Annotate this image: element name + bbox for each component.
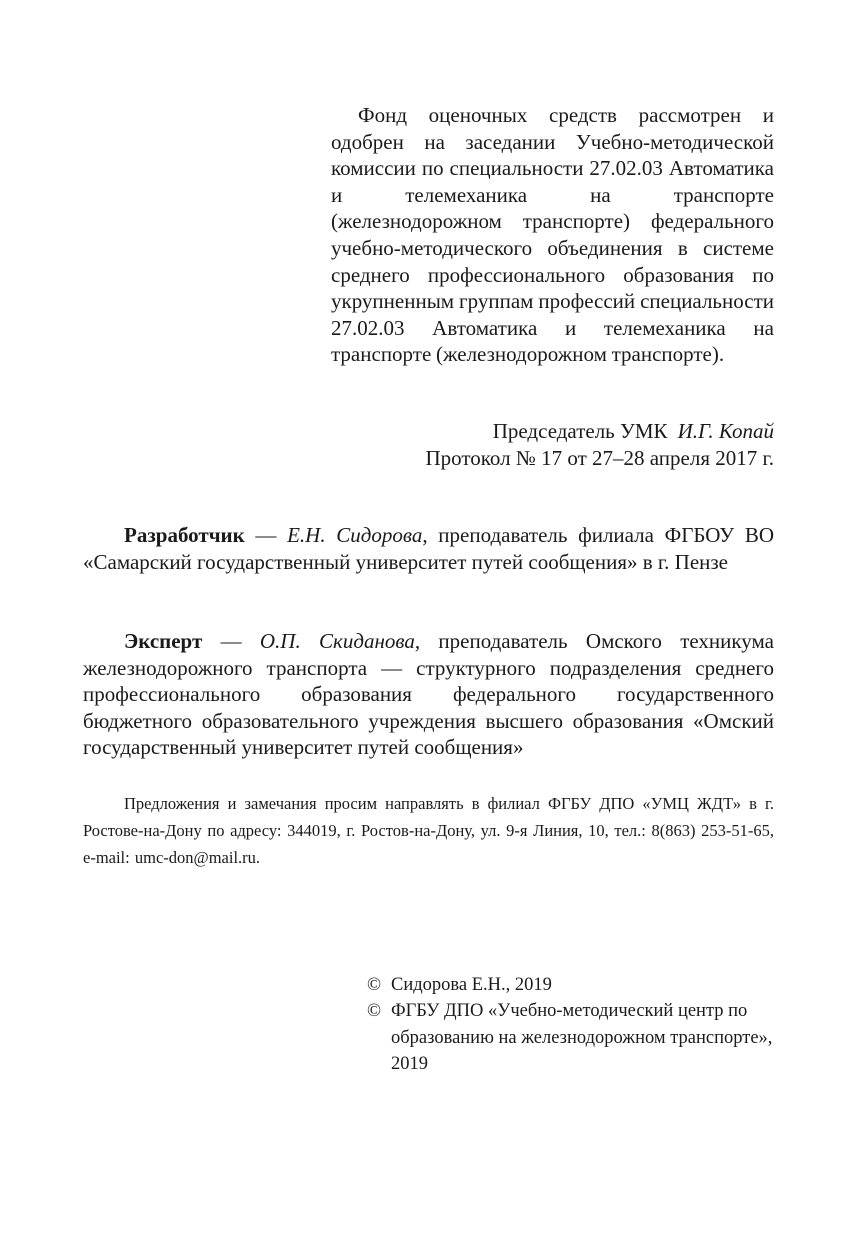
developer-dash: — — [244, 523, 288, 547]
approval-statement — [331, 102, 774, 368]
developer-role: Разработчик — [124, 523, 245, 547]
expert-role: Эксперт — [124, 629, 203, 653]
expert-name: О.П. Скиданова — [259, 629, 415, 653]
approval-text: Фонд оценочных средств рассмотрен и одобрен на заседании Учебно-методической комиссии по специальности 27.02.03 Автоматика и телемеханика на транспорте (железнодорожном транспорте) федерального учебно-методического объединения в системе среднего профессионального образования по укрупненным группам профессий специальности 27.02.03 Автоматика и телемеханика на транспорте (железнодорожном транспорте). — [331, 103, 774, 367]
chair-name: И.Г. Копай — [677, 419, 774, 443]
chair-signature — [331, 418, 774, 445]
copyright-block — [367, 972, 807, 1078]
copyright-author — [367, 972, 807, 998]
copyright-publisher-text: ФГБУ ДПО «Учебно-методический центр по образованию на железнодорожном транспорте», 2019 — [391, 1001, 773, 1075]
chair-label: Председатель УМК — [492, 419, 668, 443]
developer-credit — [83, 522, 774, 575]
expert-description: , преподаватель Омского техникума железнодорожного транспорта — структурного подразделения среднего профессионального образования федерального государственного бюджетного образовательного учреждения высшего образования «Омский государственный университет путей сообщения» — [83, 629, 774, 760]
developer-description: , преподаватель филиала ФГБОУ ВО «Самарский государственный университет путей сообщения» в г. Пензе — [83, 523, 774, 574]
developer-name: Е.Н. Сидорова — [287, 523, 423, 547]
copyright-author-text: Сидорова Е.Н., 2019 — [391, 975, 552, 995]
copyright-icon: © — [367, 1001, 382, 1022]
expert-credit — [83, 628, 774, 761]
copyright-publisher — [367, 998, 807, 1077]
copyright-icon: © — [367, 975, 382, 995]
feedback-note: Предложения и замечания просим направлять в филиал ФГБУ ДПО «УМЦ ЖДТ» в г. Ростове-на-Дону по адресу: 344019, г. Ростов-на-Дону, ул. 9-я Линия, 10, тел.: 8(863) 253-51-65, e-mail: umc-don@mail.ru. — [83, 794, 774, 867]
protocol-line: Протокол № 17 от 27–28 апреля 2017 г. — [425, 446, 774, 470]
expert-dash: — — [202, 629, 260, 653]
